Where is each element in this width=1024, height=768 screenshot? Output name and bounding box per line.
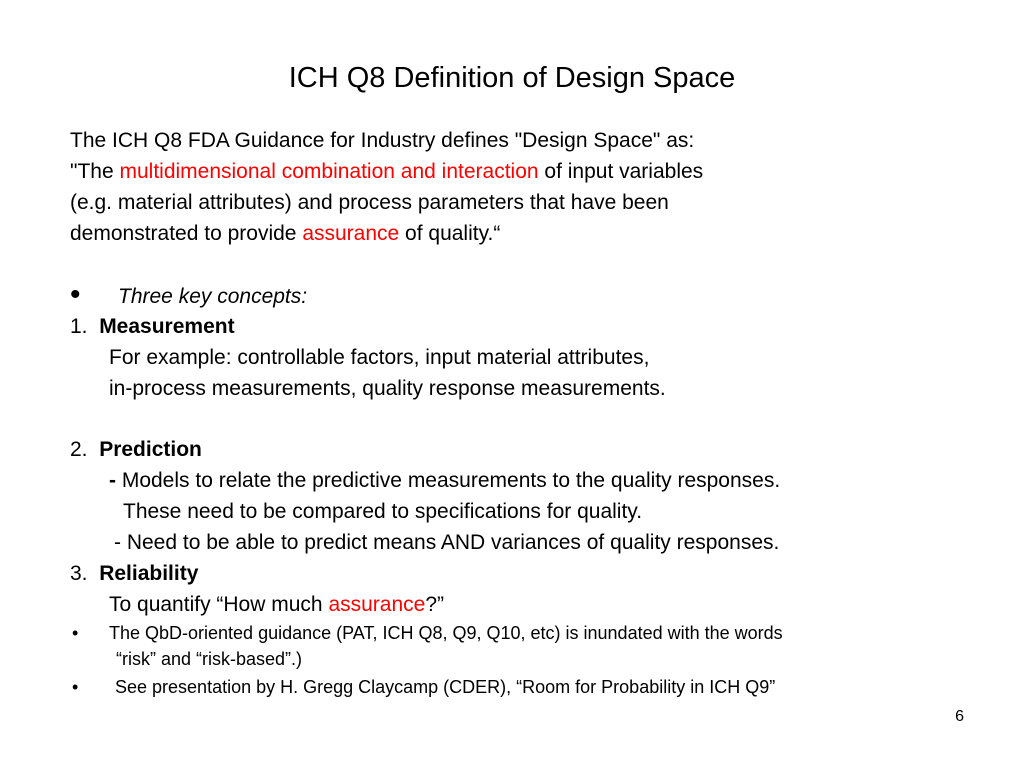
slide-title: ICH Q8 Definition of Design Space [288, 62, 736, 94]
note-2-line-1: See presentation by H. Gregg Claycamp (CDER), “Room for Probability in ICH Q9” [115, 677, 776, 697]
item-2-line-1-text: Models to relate the predictive measurements to the quality responses. [116, 469, 781, 492]
item-1-line-2: in-process measurements, quality response measurements. [109, 377, 666, 400]
intro-line-2-post: of input variables [538, 160, 704, 183]
intro-line-4-post: of quality.“ [399, 222, 501, 245]
intro-line-2 [70, 159, 703, 185]
item-2-line-2: These need to be compared to specifications for quality. [123, 500, 643, 523]
intro-line-1: The ICH Q8 FDA Guidance for Industry defines "Design Space" as: [70, 129, 695, 152]
intro-highlight-assurance: assurance [302, 222, 400, 245]
item-2-dash: - [109, 469, 116, 492]
note-1-line-2: “risk” and “risk-based”.) [116, 649, 303, 669]
item-2-title: Prediction [99, 438, 202, 461]
item-1-heading [70, 314, 235, 340]
intro-highlight-combination: multidimensional combination and interaction [119, 160, 539, 183]
page-number: 6 [955, 708, 964, 725]
intro-line-2-pre: "The [70, 160, 120, 183]
item-3-number: 3. [70, 562, 88, 585]
key-concepts-heading: Three key concepts: [118, 285, 308, 308]
item-3-line [109, 592, 444, 618]
note-1-bullet: • [72, 623, 79, 643]
item-2-line-3: - Need to be able to predict means AND variances of quality responses. [114, 531, 780, 554]
item-3-heading [70, 561, 198, 587]
intro-line-3: (e.g. material attributes) and process parameters that have been [70, 191, 669, 214]
intro-line-4 [70, 221, 500, 247]
item-3-highlight-assurance: assurance [328, 593, 426, 616]
note-1-line-1: The QbD-oriented guidance (PAT, ICH Q8, Q9, Q10, etc) is inundated with the words [109, 623, 783, 643]
note-2-bullet: • [72, 677, 79, 697]
intro-line-4-pre: demonstrated to provide [70, 222, 303, 245]
item-1-line-1: For example: controllable factors, input material attributes, [109, 346, 650, 369]
item-3-title: Reliability [99, 562, 199, 585]
item-2-number: 2. [70, 438, 88, 461]
item-1-number: 1. [70, 315, 88, 338]
item-1-title: Measurement [99, 315, 235, 338]
item-3-line-pre: To quantify “How much [109, 593, 329, 616]
item-3-line-post: ?” [425, 593, 445, 616]
item-2-line-1 [109, 468, 780, 494]
item-2-heading [70, 437, 202, 463]
key-concepts-bullet: • [70, 278, 81, 311]
